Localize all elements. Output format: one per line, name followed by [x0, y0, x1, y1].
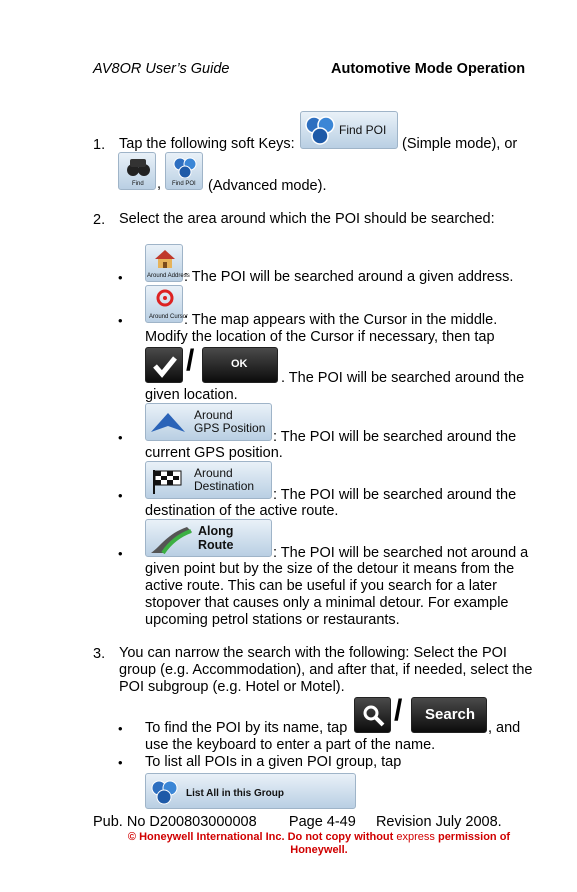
bullet: • [118, 488, 123, 503]
around-destination-key [145, 461, 272, 499]
step-number: 2. [93, 212, 106, 228]
ok-key-label: OK [231, 358, 248, 370]
gps-arrow-icon [150, 412, 186, 434]
road-icon [149, 524, 193, 554]
around-destination-key-label: Destination [194, 479, 255, 493]
copyright-text: express [396, 831, 435, 843]
find-key-small-label: Find [132, 181, 144, 187]
bullet: • [118, 313, 123, 328]
checkmark-icon [152, 354, 178, 378]
bullet-text: given location. [145, 387, 238, 403]
around-cursor-key [145, 285, 189, 323]
bullet-text: To find the POI by its name, tap [145, 720, 348, 736]
slash: / [394, 694, 403, 727]
bullet-text: active route. This can be useful if you search for a later [145, 578, 497, 594]
section-title: Automotive Mode Operation [331, 61, 526, 77]
magnifier-key [354, 697, 391, 733]
around-address-key-label: Around Address [147, 273, 190, 279]
along-route-key-label: Along [198, 524, 234, 538]
along-route-key-label: Route [198, 538, 234, 552]
step-text: You can narrow the search with the following: Select the POI [119, 645, 507, 661]
step-number: 1. [93, 137, 106, 153]
bullet-text: current GPS position. [145, 445, 283, 461]
comma: , [157, 176, 162, 192]
step-text: POI subgroup (e.g. Hotel or Motel). [119, 679, 345, 695]
checkmark-key [145, 347, 183, 383]
bullet-text: : The map appears with the Cursor in the middle. [184, 312, 498, 328]
search-key [411, 697, 487, 733]
bullet-text: : The POI will be searched not around a [273, 545, 529, 561]
bullet-text: : The POI will be searched around the [273, 429, 517, 445]
around-destination-key-label: Around [194, 466, 233, 480]
find-poi-small-icon [172, 156, 198, 178]
bullet: • [118, 430, 123, 445]
bullet-text: destination of the active route. [145, 503, 339, 519]
find-key-small [118, 152, 156, 190]
binoculars-icon [125, 156, 151, 178]
around-gps-key-label: Around [194, 408, 233, 422]
around-gps-key-label: GPS Position [194, 421, 266, 435]
bullet-text: stopover that causes only a minimal detour. For example [145, 595, 509, 611]
step-text: Select the area around which the POI should be searched: [119, 211, 495, 227]
bullet-text: given point but by the size of the detour it means from the [145, 561, 515, 577]
guide-title: AV8OR User’s Guide [93, 61, 230, 77]
bullet-text: use the keyboard to enter a part of the name. [145, 737, 436, 753]
copyright-text: permission of [437, 831, 511, 843]
bullet-text: . The POI will be searched around the [281, 370, 525, 386]
list-all-group-key-label: List All in this Group [186, 788, 284, 799]
around-address-key [145, 244, 190, 282]
along-route-key [145, 519, 272, 557]
search-key-label: Search [425, 706, 476, 723]
step-text: Tap the following soft Keys: [119, 136, 295, 152]
cursor-icon [156, 289, 174, 309]
bullet: • [118, 270, 123, 285]
ok-key [202, 347, 278, 383]
find-poi-icon [304, 115, 336, 145]
around-cursor-key-label: Around Cursor [149, 314, 189, 320]
bullet-text: Modify the location of the Cursor if necessary, then tap [145, 329, 495, 345]
slash: / [186, 344, 195, 377]
find-poi-key-label: Find POI [339, 123, 387, 137]
search-icon [361, 703, 387, 729]
step-text: (Simple mode), or [402, 136, 518, 152]
poi-group-icon [150, 779, 180, 805]
footer-publication: Pub. No D200803000008 Page 4-49 Revision July 2008. [93, 814, 502, 830]
bullet: • [118, 546, 123, 561]
bullet-text: To list all POIs in a given POI group, tap [145, 754, 402, 770]
find-poi-key [300, 111, 398, 149]
footer-copyright [110, 831, 528, 857]
bullet-text: upcoming petrol stations or restaurants. [145, 612, 400, 628]
bullet: • [118, 721, 123, 736]
house-icon [154, 248, 176, 270]
copyright-text: Honeywell. [290, 844, 348, 856]
step-number: 3. [93, 646, 106, 662]
checkered-flag-icon [150, 467, 184, 495]
bullet-text: : The POI will be searched around the [273, 487, 517, 503]
copyright-text: © Honeywell International Inc. Do not copy without [127, 831, 394, 843]
bullet-text: : The POI will be searched around a given address. [184, 269, 514, 285]
around-gps-key [145, 403, 272, 441]
find-poi-key-small-label: Find POI [172, 181, 196, 187]
step-text: (Advanced mode). [208, 178, 327, 194]
bullet-text: , and [488, 720, 521, 736]
bullet: • [118, 755, 123, 770]
find-poi-key-small [165, 152, 203, 190]
list-all-group-key [145, 773, 356, 809]
step-text: group (e.g. Accommodation), and after that, if needed, select the [119, 662, 533, 678]
